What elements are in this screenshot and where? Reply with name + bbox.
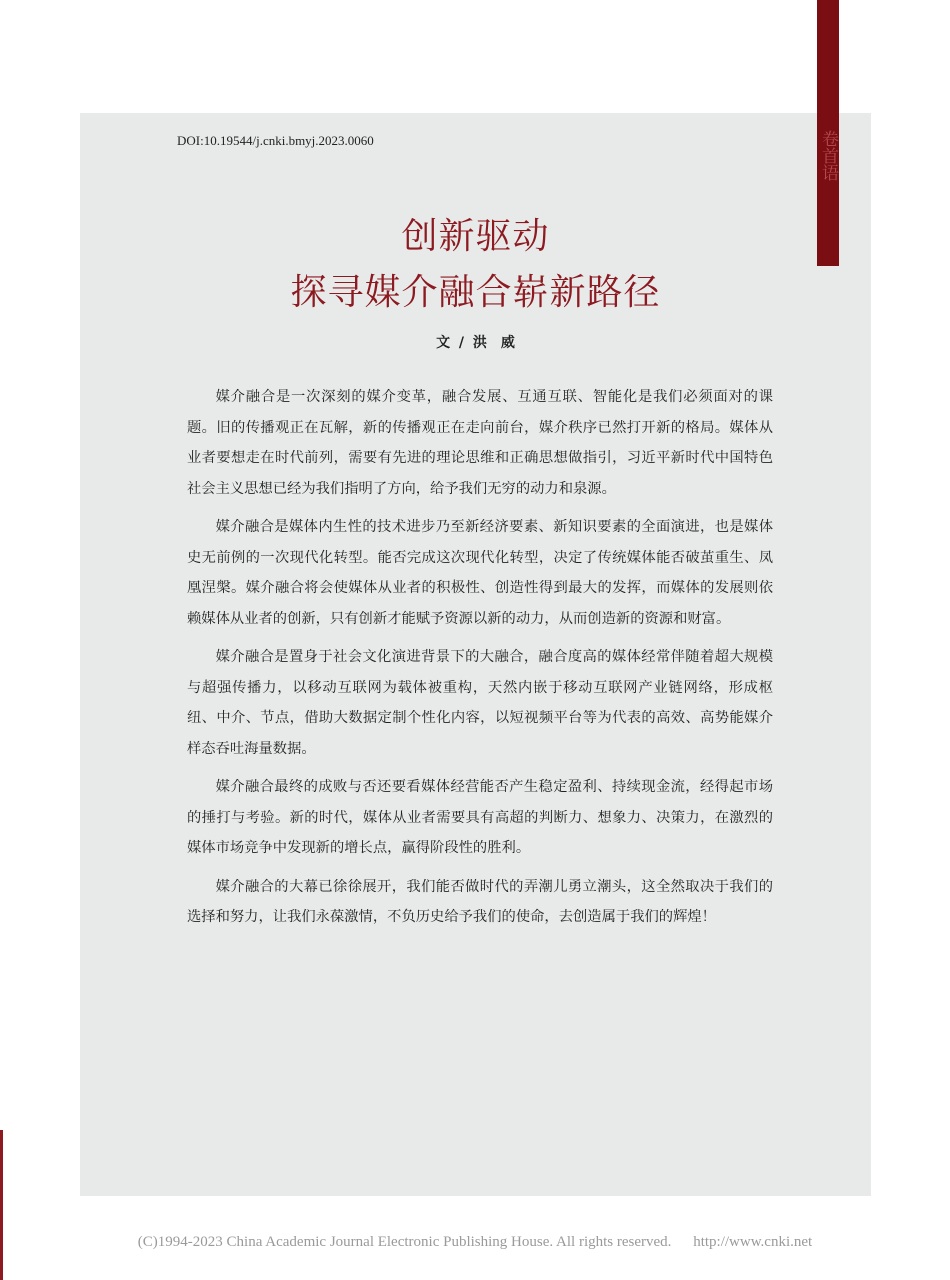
paragraph-5: 媒介融合的大幕已徐徐展开，我们能否做时代的弄潮儿勇立潮头，这全然取决于我们的选择和努力，让我们永葆激情，不负历史给予我们的使命，去创造属于我们的辉煌！ <box>187 878 773 925</box>
paragraph-3: 媒介融合是置身于社会文化演进背景下的大融合，融合度高的媒体经常伴随着超大规模与超强传播力，以移动互联网为载体被重构，天然内嵌于移动互联网产业链网络，形成枢纽、中介、节点，借助大数据定制个性化内容，以短视频平台等为代表的高效、高势能媒介样态吞吐海量数据。 <box>187 649 773 757</box>
title-line-2: 探寻媒介融合崭新路径 <box>290 272 661 313</box>
author-byline: 文 / 洪 威 <box>436 335 515 351</box>
paragraph-2: 媒介融合是媒体内生性的技术进步乃至新经济要素、新知识要素的全面演进，也是媒体史无前例的一次现代化转型。能否完成这次现代化转型，决定了传统媒体能否破茧重生、凤凰涅槃。媒介融合将会使媒体从业者的积极性、创造性得到最大的发挥，而媒体的发展则依赖媒体从业者的创新，只有创新才能赋予资源以新的动力，从而创造新的资源和财富。 <box>187 519 773 627</box>
title-line-1: 创新驱动 <box>401 216 550 257</box>
article-body <box>187 382 773 941</box>
footer-copyright: (C)1994-2023 China Academic Journal Electronic Publishing House. All rights reserved. <box>137 1234 672 1250</box>
footer <box>0 1234 950 1251</box>
paragraph-4: 媒介融合最终的成败与否还要看媒体经营能否产生稳定盈利、持续现金流，经得起市场的捶打与考验。新的时代，媒体从业者需要具有高超的判断力、想象力、决策力，在激烈的媒体市场竞争中发现新的增长点，赢得阶段性的胜利。 <box>187 779 773 856</box>
section-label: 卷首语 <box>818 130 838 181</box>
paragraph-1: 媒介融合是一次深刻的媒介变革，融合发展、互通互联、智能化是我们必须面对的课题。旧的传播观正在瓦解，新的传播观正在走向前台，媒介秩序已然打开新的格局。媒体从业者要想走在时代前列，需要有先进的理论思维和正确思想做指引，习近平新时代中国特色社会主义思想已经为我们指明了方向，给予我们无穷的动力和泉源。 <box>187 389 773 497</box>
left-edge-mark <box>0 1130 3 1280</box>
footer-url[interactable]: http://www.cnki.net <box>693 1234 813 1250</box>
doi-text: DOI:10.19544/j.cnki.bmyj.2023.0060 <box>177 133 374 148</box>
